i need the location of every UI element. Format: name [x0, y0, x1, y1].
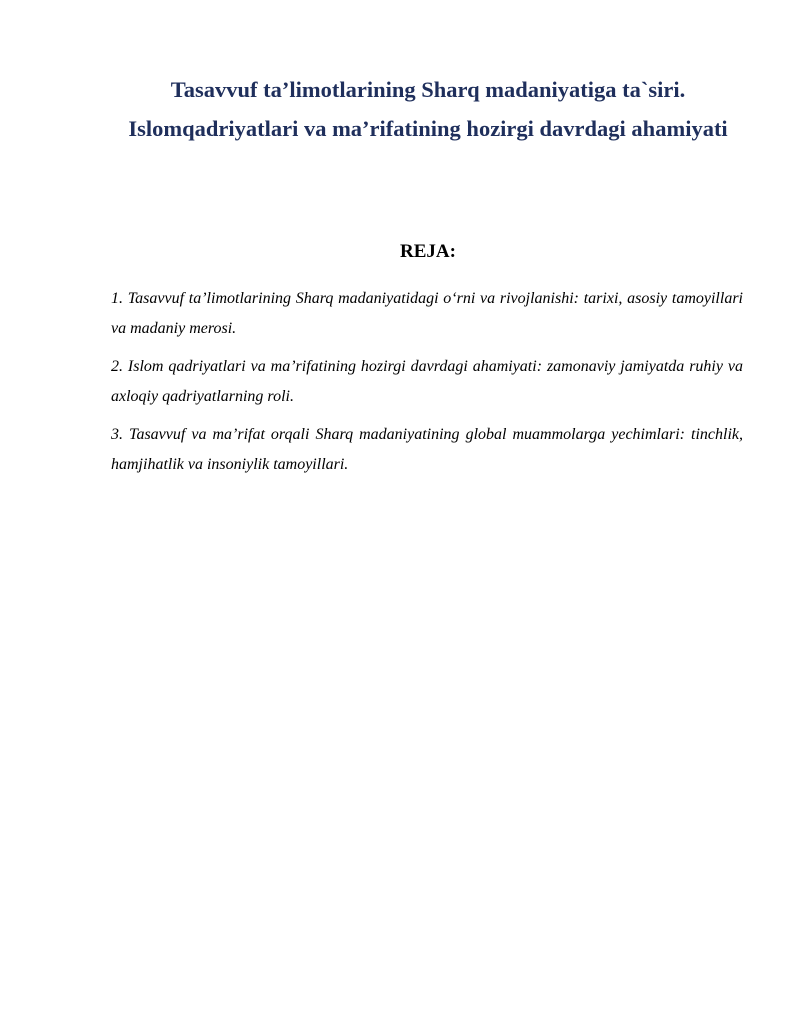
document-title-line-2: Islomqadriyatlari va ma’rifatining hozirgi davrdagi ahamiyati — [128, 116, 728, 141]
plan-heading: REJA: — [400, 241, 456, 262]
plan-item-2: 2. Islom qadriyatlari va ma’rifatining hozirgi davrdagi ahamiyati: zamonaviy jamiyatda ruhiy va axloqiy qadriyatlarning roli. — [111, 358, 743, 405]
plan-item-3: 3. Tasavvuf va ma’rifat orqali Sharq madaniyatining global muammolarga yechimlari: tinchlik, hamjihatlik va insoniylik tamoyillari. — [111, 426, 743, 473]
plan-item-1: 1. Tasavvuf ta’limotlarining Sharq madaniyatidagi o‘rni va rivojlanishi: tarixi, asosiy tamoyillari va madaniy merosi. — [111, 290, 743, 337]
document-title-line-1: Tasavvuf ta’limotlarining Sharq madaniyatiga ta`siri. — [170, 77, 686, 102]
plan-list — [111, 284, 743, 488]
document-title — [60, 70, 796, 148]
